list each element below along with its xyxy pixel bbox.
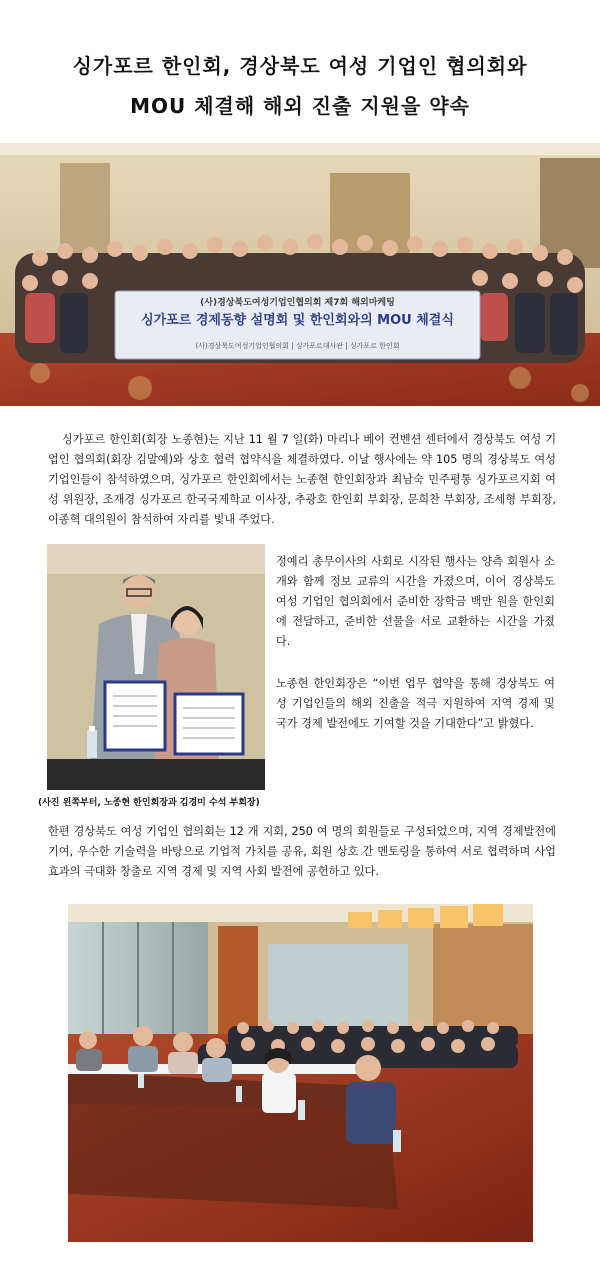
article-paragraph-4: 한편 경상북도 여성 기업인 협의회는 12 개 지회, 250 여 명의 회원들로 구성되었으며, 지역 경제발전에 기여, 우수한 기술력을 바탕으로 기업적 가치를 공유, 회원 상호 간 멘토링을 통하여 서로 협력하며 사업 효과의 극대화 창출로 지역 경제 및 지역 사회 발전에 공헌하고 있다. — [48, 825, 556, 878]
banner-top-line: (사)경상북도여성기업인협의회 제7회 해외마케팅 — [200, 298, 395, 308]
article-paragraph-3: 노종현 한인회장은 “이번 업무 협약을 통해 경상북도 여성 기업인들의 해외 진출을 적극 지원하여 지역 경제 및 국가 경제 발전에도 기여할 것을 기대한다”고 밝혔다. — [276, 677, 555, 730]
signing-photo — [47, 544, 265, 790]
banner-main-line: 싱가포르 경제동향 설명회 및 한인회와의 MOU 체결식 — [141, 313, 454, 328]
article-paragraph-2: 정예리 총무이사의 사회로 시작된 행사는 양측 회원사 소개와 함께 정보 교류의 시간을 가졌으며, 이어 경상북도 여성 기업인 협의회에서 준비한 장학금 백만 원을 한인회에 전달하고, 준비한 선물을 서로 교환하는 시간을 가졌다. — [276, 555, 555, 648]
seminar-photo-illustration — [68, 904, 533, 1242]
photo-caption: (사진 왼쪽부터, 노종현 한인회장과 김경미 수석 부회장) — [38, 798, 260, 808]
banner-sponsors — [115, 341, 480, 351]
headline-line-2: MOU 체결해 해외 진출 지원을 약속 — [130, 94, 470, 118]
signing-photo-illustration — [47, 544, 265, 790]
group-photo — [0, 143, 600, 406]
group-photo-illustration — [0, 143, 600, 406]
headline-line-1: 싱가포르 한인회, 경상북도 여성 기업인 협의회와 — [72, 54, 528, 78]
banner-sponsor-3: 싱가포르 한인회 — [349, 342, 400, 350]
banner-separator: | — [291, 342, 296, 350]
article-paragraph-1: 싱가포르 한인회(회장 노종현)는 지난 11 월 7 일(화) 마리나 베이 컨벤션 센터에서 경상북도 여성 기업인 협의회(회장 김말예)와 상호 협력 협약식을 체결하였다. 이날 행사에는 약 105 명의 경상북도 여성 기업인들이 참석하였으며, 싱가포르 한인회에서는 노종현 한인회장과 최남숙 민주평통 싱가포르지회 여성 위원장, 조재경 싱가포르 한국국제학교 이사장, 추광호 한인회 부회장, 문희찬 부회장, 조세형 부회장, 이종혁 대의원이 참석하여 자리를 빛내 주었다. — [48, 433, 556, 526]
event-banner — [115, 291, 480, 359]
banner-sponsor-1: (사)경상북도여성기업인협의회 — [195, 342, 289, 350]
banner-sponsor-2: 싱가포르대사관 — [295, 342, 344, 350]
banner-separator: | — [345, 342, 350, 350]
seminar-photo — [68, 904, 533, 1242]
